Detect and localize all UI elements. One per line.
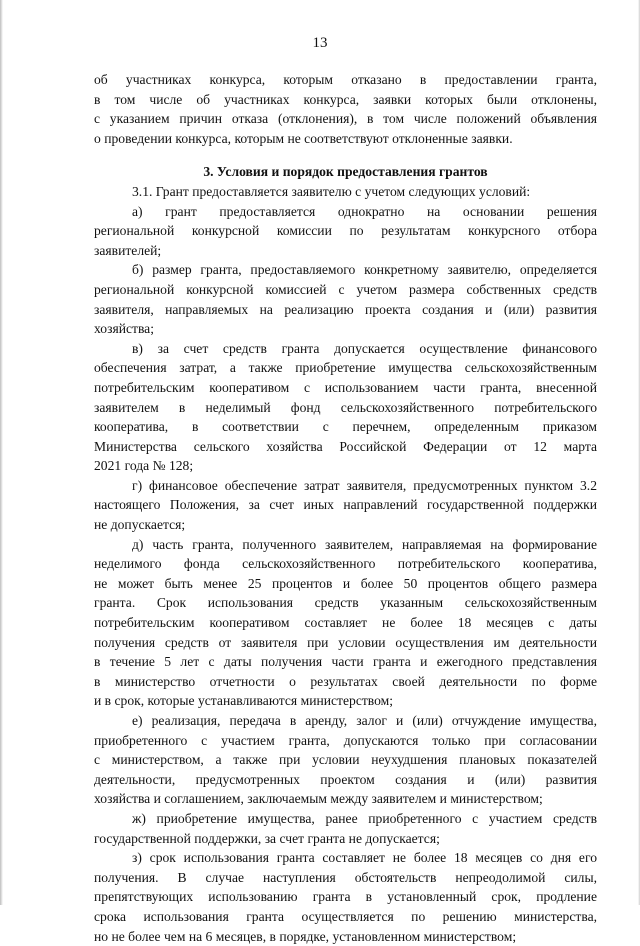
text-line: г) финансовое обеспечение затрат заявителя, предусмотренных пунктом 3.2 xyxy=(132,477,597,493)
section-heading: 3. Условия и порядок предоставления грантов xyxy=(203,164,488,180)
item-zh-paragraph xyxy=(94,809,597,848)
page-number: 13 xyxy=(312,35,328,51)
text-line: кооператива, в соответствии с перечнем, определенным приказом xyxy=(94,419,597,435)
text-line: е) реализация, передача в аренду, залог и (или) отчуждение имущества, xyxy=(132,713,597,728)
text-line: получения средств от заявителя при условии осуществления им деятельности xyxy=(94,634,597,650)
text-line: в) за счет средств гранта допускается осуществление финансового xyxy=(132,340,597,356)
text-line: заявителя, направляемых на реализацию проекта создания и (или) развития xyxy=(94,301,597,317)
text-line: Министерства сельского хозяйства Российской Федерации от 12 марта xyxy=(94,438,597,454)
text-line: региональной конкурсной комиссией с учетом размера собственных средств xyxy=(94,281,597,297)
item-b-paragraph xyxy=(94,260,597,338)
text-line: хозяйства и соглашением, заключаемым между заявителем и министерством; xyxy=(94,791,543,807)
text-line: не может быть менее 25 процентов и более 50 процентов общего размера xyxy=(94,575,597,591)
text-line: б) размер гранта, предоставляемого конкретному заявителю, определяется xyxy=(132,262,597,278)
text-line: хозяйства; xyxy=(94,321,154,337)
item-z-paragraph xyxy=(94,848,597,946)
text-line: потребительским кооперативом составляет не более 18 месяцев с даты xyxy=(94,615,597,631)
item-e-paragraph xyxy=(94,711,597,809)
clause-3-1: 3.1. Грант предоставляется заявителю с учетом следующих условий: xyxy=(132,183,531,199)
text-line: заявителей; xyxy=(94,242,162,258)
item-d-paragraph xyxy=(94,535,597,711)
text-line: с министерством, а также при условии неухудшения плановых показателей xyxy=(94,752,597,768)
item-v-paragraph xyxy=(94,339,597,476)
text-line: срока использования гранта осуществляется по решению министерства, xyxy=(94,908,597,924)
text-line: настоящего Положения, за счет иных направлений государственной поддержки xyxy=(94,497,597,513)
text-line: потребительским кооперативом с использованием части гранта, внесенной xyxy=(94,379,597,395)
text-line: об участниках конкурса, которым отказано в предоставлении гранта, xyxy=(94,72,597,87)
text-line: обеспечения затрат, а также приобретение имущества сельскохозяйственным xyxy=(94,360,597,376)
text-line: з) срок использования гранта составляет не более 18 месяцев со дня его xyxy=(132,850,597,866)
paragraph-gap xyxy=(94,148,597,155)
text-line: и в срок, которые устанавливаются министерством; xyxy=(94,693,394,709)
text-line: деятельности, предусмотренных проектом создания и (или) развития xyxy=(94,771,597,787)
text-line: в течение 5 лет с даты получения части гранта и ежегодного представления xyxy=(94,654,597,670)
text-line: о проведении конкурса, которым не соответствуют отклоненные заявки. xyxy=(94,130,513,146)
text-line: с указанием причин отказа (отклонения), в том числе положений объявления xyxy=(94,111,597,127)
text-line: не допускается; xyxy=(94,517,186,533)
text-line: 2021 года № 128; xyxy=(94,458,194,474)
text-line: в том числе об участниках конкурса, заявки которых были отклонены, xyxy=(94,91,597,107)
text-line: гранта. Срок использования средств указанным сельскохозяйственным xyxy=(94,595,597,611)
text-line: но не более чем на 6 месяцев, в порядке, установленном министерством; xyxy=(94,928,517,944)
text-line: региональной конкурсной комиссии по результатам конкурсного отбора xyxy=(94,223,597,239)
text-line: д) часть гранта, полученного заявителем, направляемая на формирование xyxy=(132,536,597,552)
intro-paragraph xyxy=(94,70,597,148)
text-line: государственной поддержки, за счет гранта не допускается; xyxy=(94,830,440,846)
item-g-paragraph xyxy=(94,476,597,535)
text-line: неделимого фонда сельскохозяйственного потребительского кооператива, xyxy=(94,556,597,572)
text-line: заявителем в неделимый фонд сельскохозяйственного потребительского xyxy=(94,399,597,415)
text-line: а) грант предоставляется однократно на основании решения xyxy=(132,203,597,219)
text-line: приобретенного с участием гранта, допускаются только при согласовании xyxy=(94,732,597,748)
text-line: получения. В случае наступления обстоятельств непреодолимой силы, xyxy=(94,869,597,885)
text-line: препятствующих использованию гранта в установленный срок, продление xyxy=(94,889,597,905)
scan-left-edge xyxy=(0,0,3,905)
item-a-paragraph xyxy=(94,202,597,261)
text-line: в министерство отчетности о результатах своей деятельности по форме xyxy=(94,673,597,689)
text-line: ж) приобретение имущества, ранее приобретенного с участием средств xyxy=(132,810,597,826)
document-body xyxy=(94,70,597,946)
